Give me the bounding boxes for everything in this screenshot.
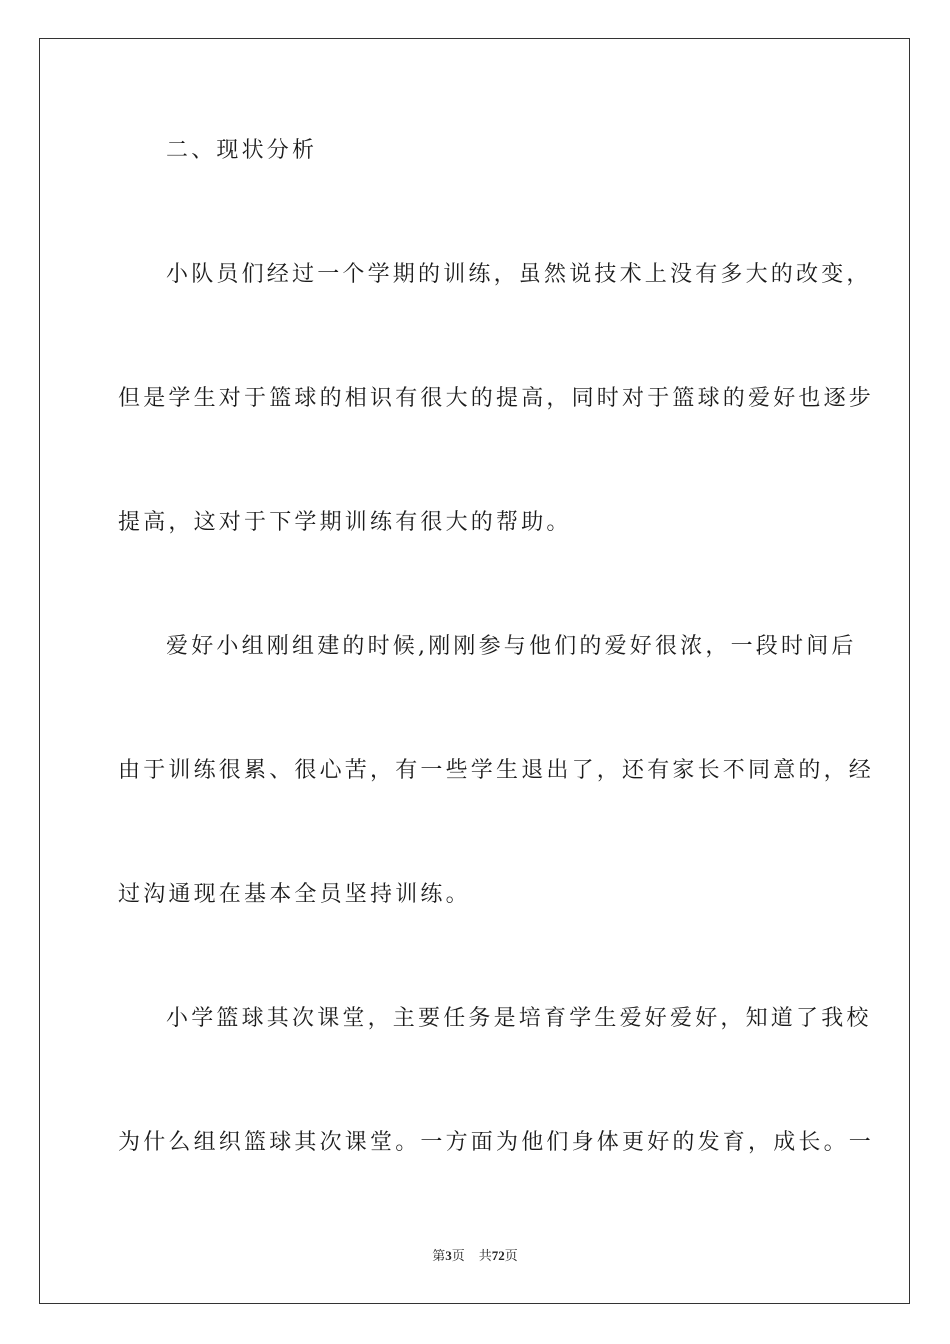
page-suffix: 页 — [451, 1249, 465, 1264]
text-line-6: 过沟通现在基本全员坚持训练。 — [118, 882, 471, 907]
page-footer — [0, 1247, 950, 1266]
text-line-1: 小队员们经过一个学期的训练，虽然说技术上没有多大的改变， — [166, 262, 872, 287]
text-line-8: 为什么组织篮球其次课堂。一方面为他们身体更好的发育，成长。一 — [118, 1130, 875, 1155]
text-line-3: 提高，这对于下学期训练有很大的帮助。 — [118, 510, 572, 535]
text-line-5: 由于训练很累、很心苦，有一些学生退出了，还有家长不同意的，经 — [118, 758, 875, 783]
total-prefix: 共 — [478, 1249, 492, 1264]
total-pages: 72 — [491, 1248, 505, 1263]
text-line-7: 小学篮球其次课堂，主要任务是培育学生爱好爱好，知道了我校 — [166, 1006, 872, 1031]
page-border — [39, 38, 910, 1304]
page-number: 3 — [445, 1248, 452, 1263]
section-heading: 二、现状分析 — [166, 138, 318, 163]
total-suffix: 页 — [504, 1249, 518, 1264]
text-line-4: 爱好小组刚组建的时候,刚刚参与他们的爱好很浓，一段时间后 — [166, 634, 857, 659]
text-line-2: 但是学生对于篮球的相识有很大的提高，同时对于篮球的爱好也逐步 — [118, 386, 875, 411]
page-prefix: 第 — [432, 1249, 446, 1264]
